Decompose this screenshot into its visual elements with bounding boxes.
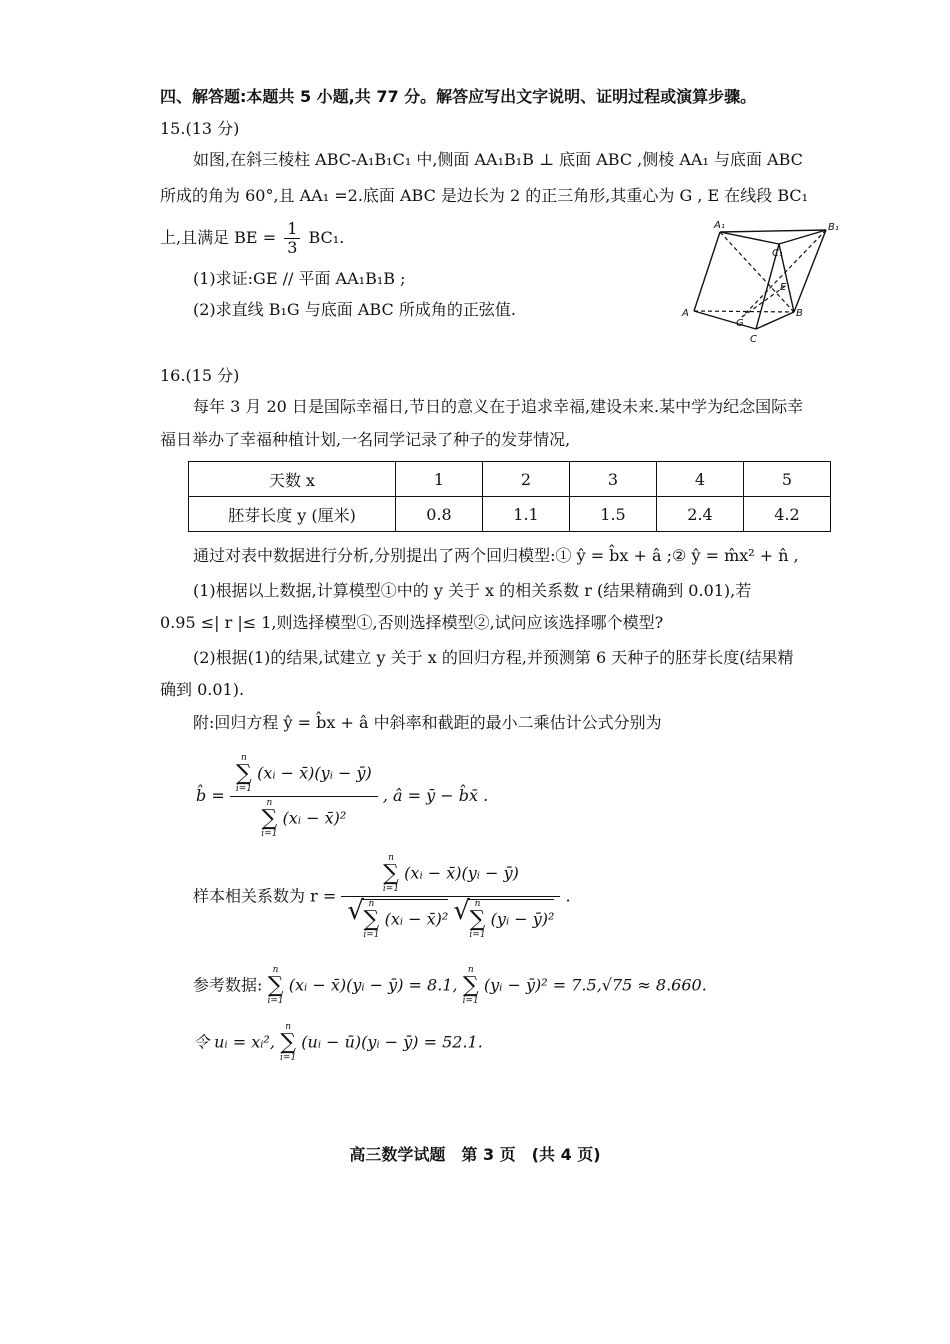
sum-sign: n ∑ i=1 [235, 753, 252, 794]
cell-length: 2.4 [657, 497, 744, 532]
q16-intro1: 每年 3 月 20 日是国际幸福日,节日的意义在于追求幸福,建设未来.某中学为纪念国际幸 [193, 397, 804, 416]
r-denominator [341, 897, 560, 942]
q15-line2: 所成的角为 60°,且 AA₁ =2.底面 ABC 是边长为 2 的正三角形,其重心为 G , E 在线段 BC₁ [160, 186, 809, 205]
cell-day: 1 [396, 462, 483, 497]
edge-cb [756, 312, 794, 329]
r-numerator-term: (xᵢ − x̄)(yᵢ − ȳ) [404, 863, 519, 883]
label-e: E [780, 282, 787, 293]
cell-day: 3 [570, 462, 657, 497]
q15-line3-post: BC₁. [308, 228, 345, 247]
sqrt-x [361, 899, 448, 940]
b-hat-formula [196, 752, 488, 841]
prism-figure [676, 214, 856, 348]
sum-sign: n ∑ i=1 [261, 798, 278, 839]
r-fraction [341, 852, 560, 942]
let-u-formula [193, 1023, 483, 1063]
germination-table [188, 461, 831, 532]
section-header: 四、解答题:本题共 5 小题,共 77 分。解答应写出文字说明、证明过程或演算步骤。 [160, 87, 757, 106]
cell-length: 1.1 [483, 497, 570, 532]
sum-sign: n ∑ i=1 [280, 1022, 297, 1063]
q15-part2: (2)求直线 B₁G 与底面 ABC 所成角的正弦值. [193, 300, 516, 319]
sum-sign: √ n ∑ i=1 [469, 899, 486, 940]
frac-numerator: 1 [284, 220, 300, 239]
q16-part1-line1: (1)根据以上数据,计算模型①中的 y 关于 x 的相关系数 r (结果精确到 0.01),若 [193, 581, 752, 600]
cell-length: 4.2 [744, 497, 831, 532]
r-formula [193, 852, 571, 942]
cell-length: 1.5 [570, 497, 657, 532]
edge-bb1 [794, 230, 826, 312]
label-c1: C₁ [772, 248, 783, 259]
q15-line3 [160, 220, 344, 257]
q15-part1: (1)求证:GE // 平面 AA₁B₁B ; [193, 269, 406, 288]
let-value: (uᵢ − ū)(yᵢ − ȳ) = 52.1. [301, 1032, 483, 1052]
sum-sign: n ∑ i=1 [267, 965, 284, 1006]
cell-day: 5 [744, 462, 831, 497]
r-den-term2: (yᵢ − ȳ)² [490, 909, 555, 929]
b-hat-label: b̂ = [196, 786, 225, 805]
sum-sign: n ∑ i=1 [382, 853, 400, 894]
r-label: 样本相关系数为 r = [193, 886, 337, 906]
r-end: . [565, 886, 571, 906]
ref-value1: (xᵢ − x̄)(yᵢ − ȳ) = 8.1, [288, 975, 458, 995]
line-a1b-dashed [720, 232, 794, 312]
r-den-term1: (xᵢ − x̄)² [384, 909, 449, 929]
label-c: C [750, 334, 757, 345]
label-a1: A₁ [714, 220, 725, 231]
row-header-days: 天数 x [189, 462, 396, 497]
cell-day: 2 [483, 462, 570, 497]
label-b: B [796, 308, 803, 319]
numerator-term: (xᵢ − x̄)(yᵢ − ȳ) [257, 763, 372, 783]
table-row [189, 462, 831, 497]
sqrt-y [467, 899, 554, 940]
edge-a1b1 [720, 230, 826, 232]
sum-sign: √ n ∑ i=1 [363, 899, 380, 940]
q16-part2-line2: 确到 0.01). [160, 680, 245, 699]
let-label: 令 uᵢ = xᵢ², [193, 1032, 275, 1052]
edge-ab-dashed [694, 311, 794, 312]
q16-appendix: 附:回归方程 ŷ = b̂x + â 中斜率和截距的最小二乘估计公式分别为 [193, 713, 662, 732]
reference-data [193, 966, 707, 1006]
frac-denominator: 3 [287, 238, 298, 257]
label-a: A [682, 308, 689, 319]
edge-a1c1 [720, 232, 779, 244]
q15-line3-pre: 上,且满足 BE = [160, 228, 277, 247]
ref-value2: (yᵢ − ȳ)² = 7.5,√75 ≈ 8.660. [483, 975, 707, 995]
cell-length: 0.8 [396, 497, 483, 532]
q15-line1: 如图,在斜三棱柱 ABC-A₁B₁C₁ 中,侧面 AA₁B₁B ⊥ 底面 ABC ,侧棱 AA₁ 与底面 ABC [193, 150, 803, 169]
page-footer: 高三数学试题 第 3 页 (共 4 页) [349, 1145, 601, 1164]
denominator-term: (xᵢ − x̄)² [282, 808, 347, 828]
fraction-one-third [284, 220, 300, 257]
edge-ac [694, 311, 756, 329]
b-hat-fraction [230, 752, 378, 841]
row-header-length: 胚芽长度 y (厘米) [189, 497, 396, 532]
table-row [189, 497, 831, 532]
q16-part2-line1: (2)根据(1)的结果,试建立 y 关于 x 的回归方程,并预测第 6 天种子的胚芽长度(结果精 [193, 648, 794, 667]
b-hat-numerator [230, 752, 378, 797]
q15-number: 15.(13 分) [160, 119, 240, 138]
a-hat-formula: , â = ȳ − b̂x̄ . [382, 786, 489, 805]
b-hat-denominator [230, 797, 378, 841]
q16-intro2: 福日举办了幸福种植计划,一名同学记录了种子的发芽情况, [160, 430, 571, 449]
label-g: G [736, 318, 744, 329]
q16-part1-line2: 0.95 ≤| r |≤ 1,则选择模型①,否则选择模型②,试问应该选择哪个模型? [160, 613, 664, 632]
q16-models: 通过对表中数据进行分析,分别提出了两个回归模型:① ŷ = b̂x + â ;② ŷ = m̂x² + n̂ , [193, 546, 799, 565]
ref-label: 参考数据: [193, 975, 263, 995]
edge-aa1 [694, 232, 720, 311]
cell-day: 4 [657, 462, 744, 497]
label-b1: B₁ [828, 222, 839, 233]
q16-number: 16.(15 分) [160, 366, 240, 385]
r-numerator [341, 852, 560, 897]
sum-sign: n ∑ i=1 [462, 965, 479, 1006]
